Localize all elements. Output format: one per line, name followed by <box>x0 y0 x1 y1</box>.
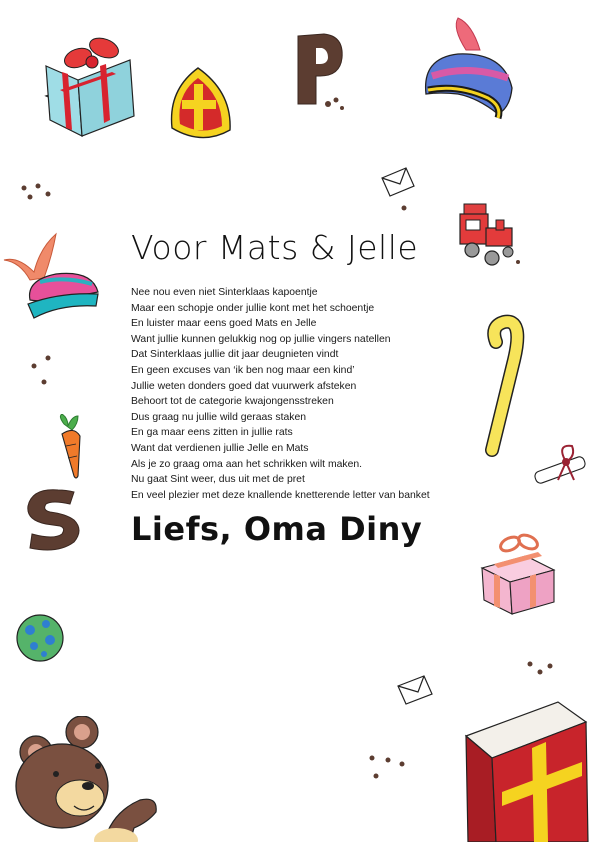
gift-box-pink-icon <box>474 530 560 616</box>
teddy-bear-icon <box>8 716 168 842</box>
sinterklaas-book-icon <box>462 696 590 842</box>
poem-line: En ga maar eens zitten in jullie rats <box>131 427 293 439</box>
poem-line: Behoort tot de categorie kwajongensstreken <box>131 396 334 408</box>
chocolate-letter-p-icon <box>284 30 354 115</box>
dots-bottom-mid <box>366 752 410 782</box>
poem-body <box>131 285 471 503</box>
poem-line: Nee nou even niet Sinterklaas kapoentje <box>131 287 318 298</box>
dots-left-mid <box>28 354 58 388</box>
poem-line: Dat Sinterklaas jullie dit jaar deugnieten vindt <box>131 349 339 361</box>
mitre-icon <box>162 66 242 156</box>
candy-cane-icon <box>474 300 554 460</box>
poem-line: Dus graag nu jullie wild geraas staken <box>131 411 307 423</box>
train-icon <box>446 198 522 272</box>
poem-line: Maar een schopje onder jullie kont met het schoentje <box>131 302 375 314</box>
letter-signoff: Liefs, Oma Diny <box>131 510 423 548</box>
poem-line: Want dat verdienen jullie Jelle en Mats <box>131 442 309 454</box>
envelope-icon-lower <box>396 674 436 708</box>
envelope-icon <box>378 164 418 214</box>
chocolate-letter-s-icon <box>18 484 90 554</box>
poem-line: Nu gaat Sint weer, dus uit met de pret <box>131 474 305 486</box>
ball-icon <box>14 612 66 664</box>
gift-box-blue-icon <box>38 28 138 143</box>
carrot-icon <box>50 414 96 480</box>
poem-line: En geen excuses van ‘ik ben nog maar een kind’ <box>131 364 355 376</box>
poem-line: Want jullie kunnen gelukkig nog op jullie vingers natellen <box>131 333 391 345</box>
dots-right-lower <box>524 658 554 680</box>
pieten-cap-blue-icon <box>418 14 518 134</box>
scroll-icon <box>528 440 592 496</box>
poem-line: Als je zo graag oma aan het schrikken wilt maken. <box>131 458 363 470</box>
poem-line: En luister maar eens goed Mats en Jelle <box>131 318 317 330</box>
pieten-cap-pink-icon <box>0 222 104 320</box>
poem-line: En veel plezier met deze knallende knetterende letter van banket <box>131 489 430 501</box>
poem-line: Jullie weten donders goed dat vuurwerk afsteken <box>131 380 357 392</box>
dots-left-top <box>18 182 54 202</box>
letter-title: Voor Mats & Jelle <box>131 228 419 267</box>
